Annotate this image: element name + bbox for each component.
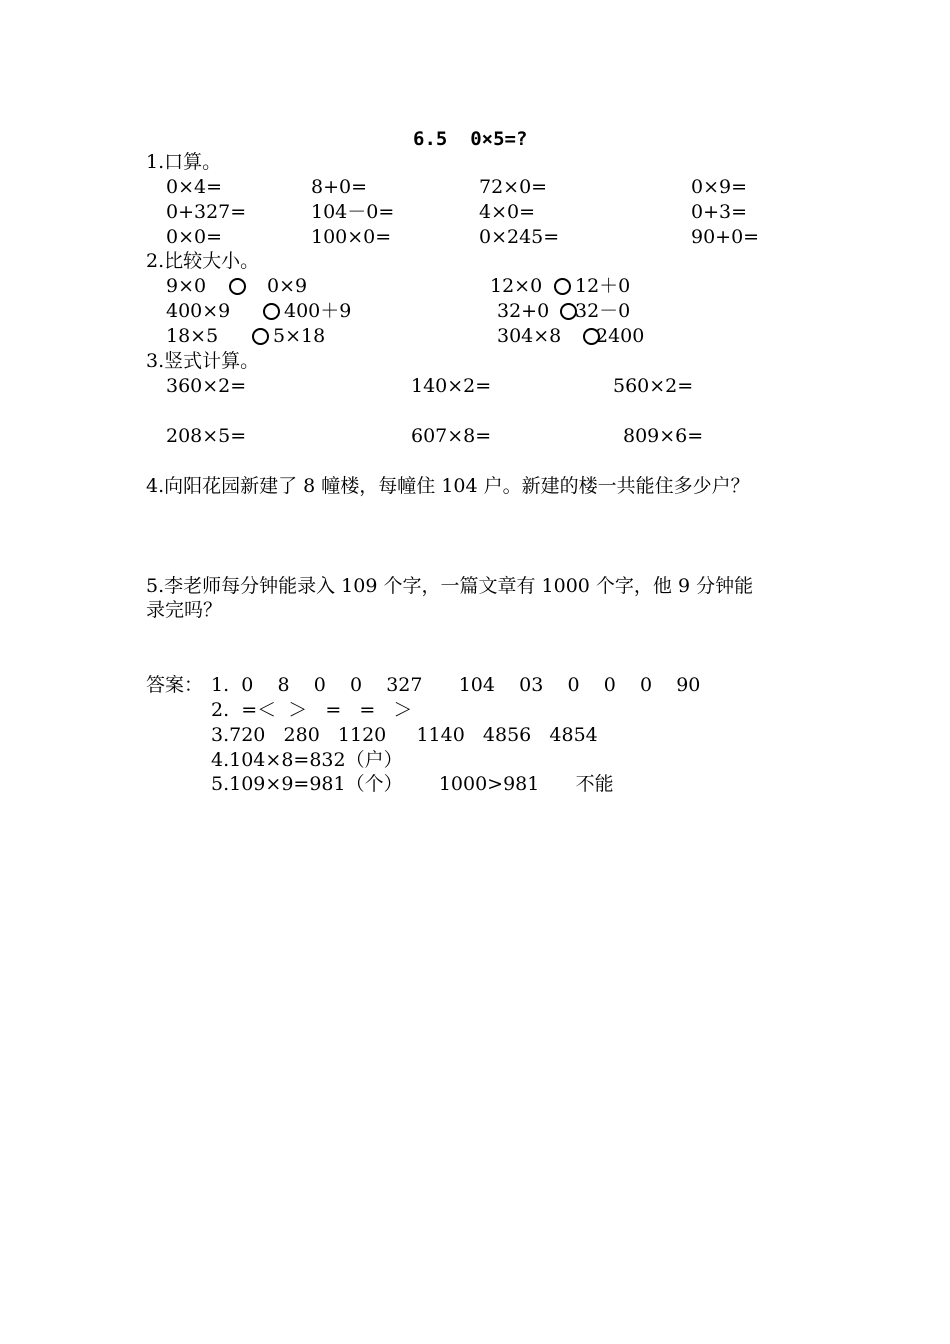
compare-right: 400＋9 [284, 300, 352, 322]
q1-item: 0+3= [691, 201, 748, 223]
compare-circle [229, 278, 246, 295]
compare-right: 12＋0 [575, 275, 631, 297]
q5-line2: 录完吗？ [146, 599, 223, 621]
q1-item: 0×245= [479, 226, 560, 248]
compare-right: 5×18 [273, 325, 326, 347]
q1-item: 90+0= [691, 226, 760, 248]
q3-item: 607×8= [411, 425, 492, 447]
compare-left: 18×5 [166, 325, 219, 347]
q3-item: 140×2= [411, 375, 492, 397]
q3-item: 809×6= [623, 425, 704, 447]
compare-right: 2400 [596, 325, 645, 347]
compare-right: 32－0 [575, 300, 631, 322]
q1-item: 0×9= [691, 176, 748, 198]
compare-circle [263, 303, 280, 320]
q1-item: 100×0= [311, 226, 392, 248]
q1-heading: 1.口算。 [146, 151, 222, 173]
compare-left: 9×0 [166, 275, 207, 297]
answer-line: 5.109×9=981（个） 1000>981 不能 [211, 773, 614, 795]
compare-left: 400×9 [166, 300, 231, 322]
q3-item: 560×2= [613, 375, 694, 397]
q3-item: 360×2= [166, 375, 247, 397]
q5-line1: 5.李老师每分钟能录入 109 个字，一篇文章有 1000 个字，他 9 分钟能 [146, 575, 754, 597]
q1-item: 104－0= [311, 201, 395, 223]
compare-right: 0×9 [267, 275, 308, 297]
answers-label: 答案： [146, 674, 204, 696]
compare-left: 32+0 [497, 300, 550, 322]
q1-item: 0×0= [166, 226, 223, 248]
q1-item: 4×0= [479, 201, 536, 223]
q4-text: 4.向阳花园新建了 8 幢楼，每幢住 104 户。新建的楼一共能住多少户？ [146, 475, 750, 497]
compare-circle [252, 328, 269, 345]
q2-heading: 2.比较大小。 [146, 250, 260, 272]
compare-left: 304×8 [497, 325, 562, 347]
answer-line: 3.720 280 1120 1140 4856 4854 [211, 724, 598, 746]
q1-item: 0+327= [166, 201, 247, 223]
answer-line: 1. 0 8 0 0 327 104 03 0 0 0 90 [211, 674, 701, 696]
q1-item: 0×4= [166, 176, 223, 198]
compare-circle [554, 278, 571, 295]
compare-left: 12×0 [490, 275, 543, 297]
answer-line: 2. =＜ ＞ = = ＞ [211, 699, 413, 721]
q3-item: 208×5= [166, 425, 247, 447]
page-title: 6.5 0×5=? [413, 128, 528, 150]
q3-heading: 3.竖式计算。 [146, 350, 260, 372]
q1-item: 72×0= [479, 176, 548, 198]
answer-line: 4.104×8=832（户） [211, 749, 403, 771]
q1-item: 8+0= [311, 176, 368, 198]
